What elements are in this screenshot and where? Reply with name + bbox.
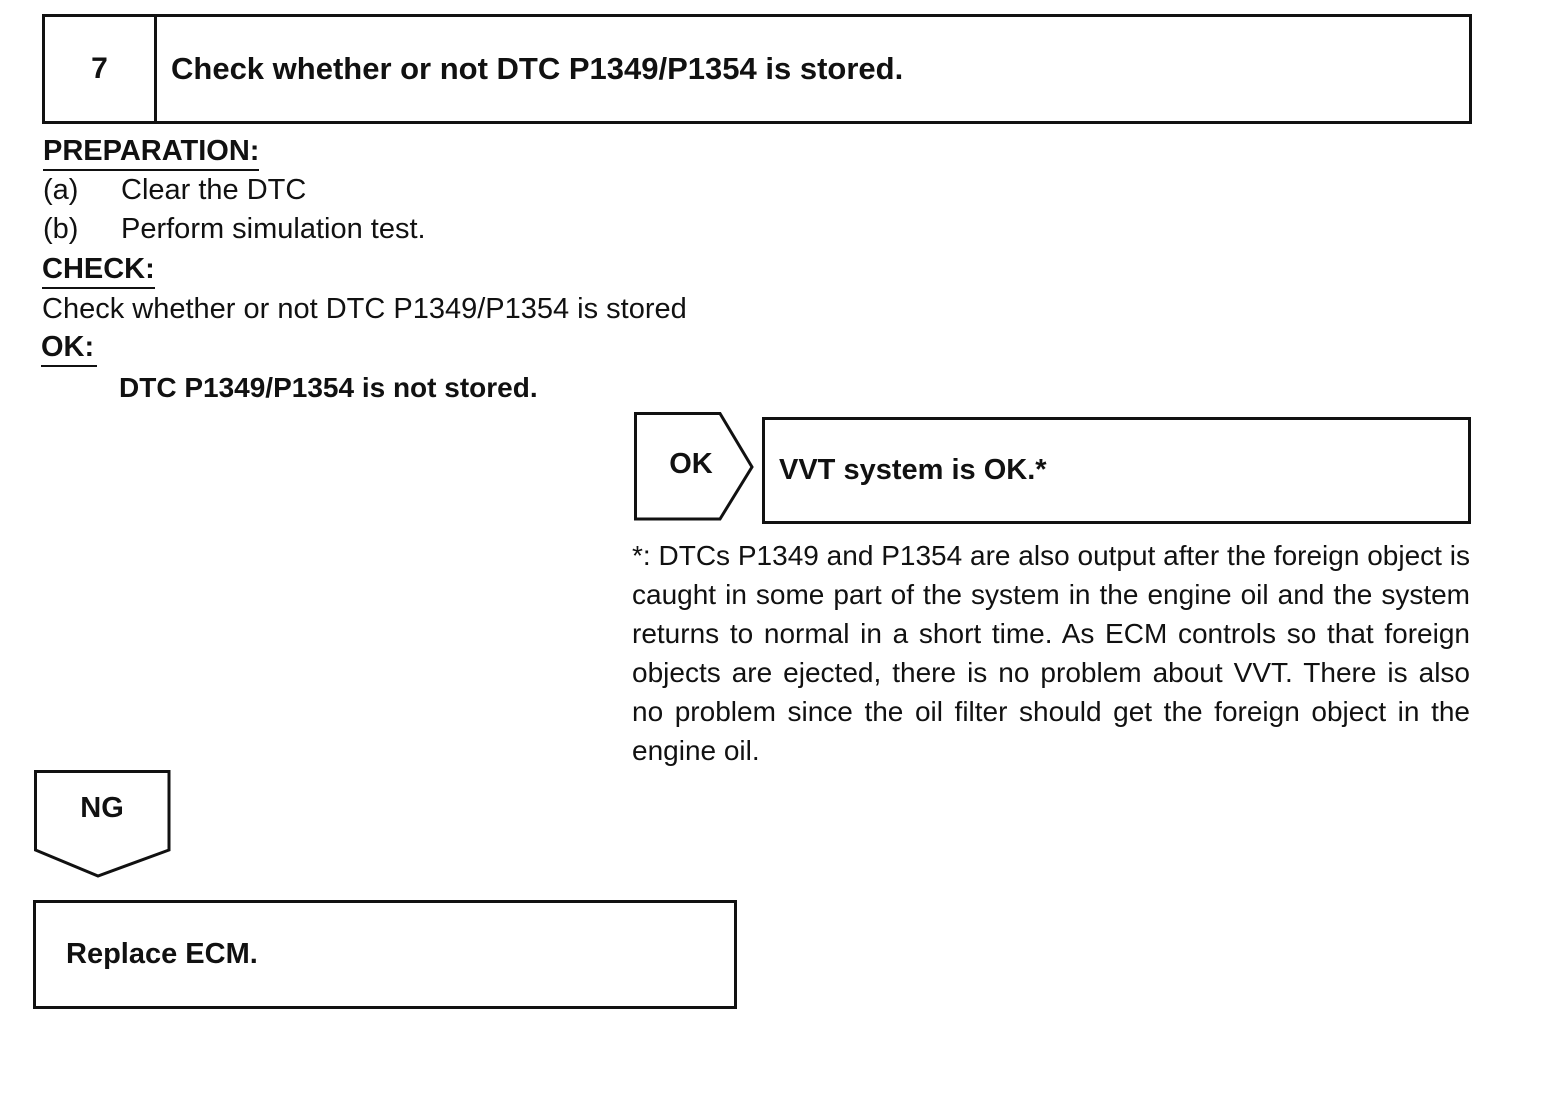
preparation-item xyxy=(43,211,643,247)
preparation-item-text: Perform simulation test. xyxy=(121,213,426,245)
check-text: Check whether or not DTC P1349/P1354 is stored xyxy=(42,293,687,325)
preparation-item-label: (a) xyxy=(43,174,79,206)
preparation-heading: PREPARATION: xyxy=(43,134,259,171)
footnote: *: DTCs P1349 and P1354 are also output after the foreign object is caught in some part of the system in the engine oil and the system returns to normal in a short time. As ECM controls so that foreign objects are ejected, there is no problem about VVT. There is also no problem since the oil filter should get the foreign object in the engine oil. xyxy=(632,540,1470,766)
step-number: 7 xyxy=(45,17,157,121)
ng-arrow-shape xyxy=(34,770,172,880)
ok-result-text: VVT system is OK.* xyxy=(779,454,1047,486)
step-title: Check whether or not DTC P1349/P1354 is stored. xyxy=(171,51,904,86)
ng-arrow-label: NG xyxy=(80,792,124,824)
ok-criteria: DTC P1349/P1354 is not stored. xyxy=(119,372,538,403)
ok-result-box xyxy=(762,417,1471,524)
ng-result-text: Replace ECM. xyxy=(66,938,258,970)
preparation-item xyxy=(43,172,643,208)
ok-arrow-label: OK xyxy=(669,448,713,480)
step-header xyxy=(42,14,1472,124)
preparation-item-text: Clear the DTC xyxy=(121,174,307,206)
preparation-item-label: (b) xyxy=(43,213,79,245)
ok-heading: OK: xyxy=(41,330,97,367)
ng-result-box xyxy=(33,900,737,1009)
check-heading: CHECK: xyxy=(42,252,155,289)
